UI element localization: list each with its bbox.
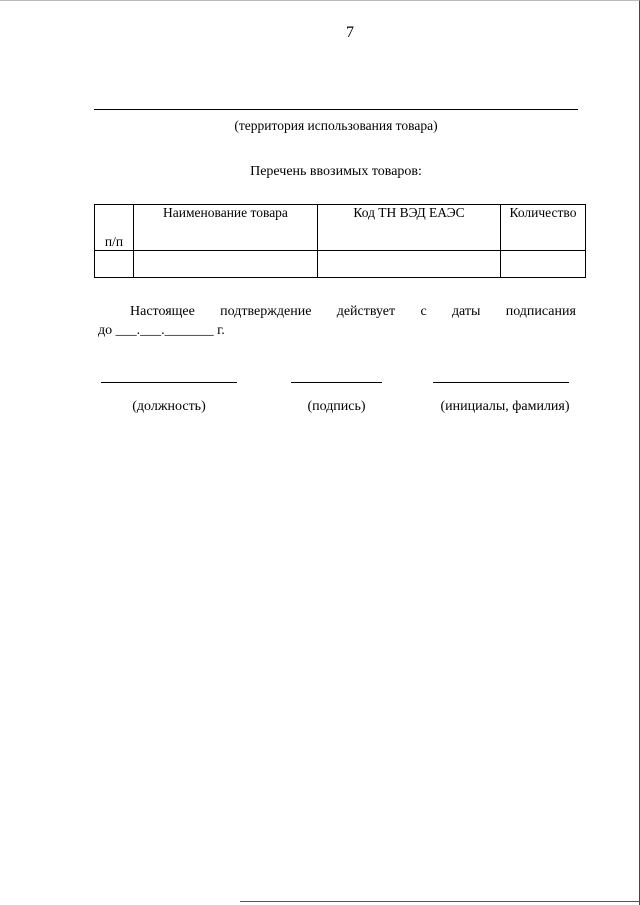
header-tn-ved-code: Код ТН ВЭД ЕАЭС	[318, 205, 501, 251]
cell-tn-ved-code	[318, 251, 501, 278]
cell-quantity	[501, 251, 586, 278]
validity-date-line: до ___.___._______ г.	[98, 323, 225, 338]
validity-word: с	[420, 304, 427, 319]
table-row	[95, 251, 586, 278]
signature-fill-line	[291, 382, 382, 383]
validity-line-1	[98, 302, 576, 321]
goods-list-title: Перечень ввозимых товаров:	[250, 164, 422, 179]
page-number: 7	[346, 24, 354, 41]
position-fill-line	[101, 382, 237, 383]
territory-caption: (территория использования товара)	[234, 118, 438, 133]
header-goods-name: Наименование товара	[134, 205, 318, 251]
name-fill-line	[433, 382, 569, 383]
header-number: п/п	[95, 205, 134, 251]
header-quantity: Количество	[501, 205, 586, 251]
validity-word: действует	[336, 304, 396, 319]
page-bottom-edge	[240, 901, 640, 902]
goods-table	[94, 204, 586, 278]
validity-word: подписания	[505, 304, 576, 319]
validity-word: Настоящее	[130, 304, 195, 319]
signature-caption: (подпись)	[307, 399, 366, 414]
validity-statement	[98, 302, 576, 340]
validity-word: даты	[451, 304, 481, 319]
goods-table-header-row	[95, 205, 586, 251]
position-caption: (должность)	[132, 399, 206, 414]
territory-fill-line	[94, 109, 578, 110]
cell-goods-name	[134, 251, 318, 278]
cell-number	[95, 251, 134, 278]
validity-word: подтверждение	[220, 304, 312, 319]
name-caption: (инициалы, фамилия)	[440, 399, 570, 414]
